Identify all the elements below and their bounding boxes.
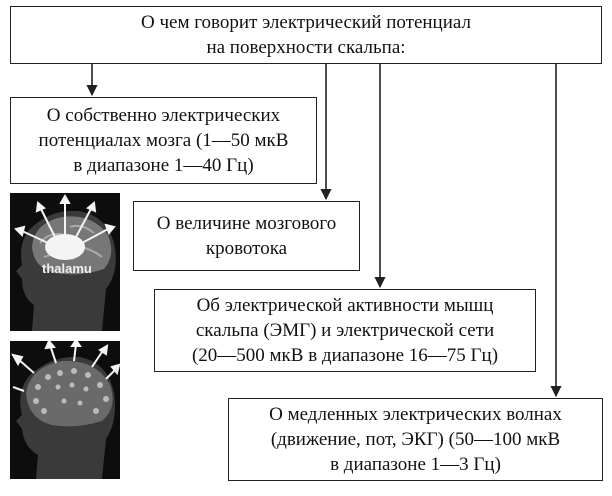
answer-box-brain-potentials [10, 97, 317, 184]
question-line-1: О чем говорит электрический потенциал [141, 12, 471, 33]
answer-line: кровотока [205, 238, 288, 259]
answer-line: О величине мозгового [156, 213, 337, 234]
answer-line: потенциалах мозга (1—50 мкВ [38, 130, 289, 151]
answer-line: в диапазоне 1—3 Гц) [330, 454, 501, 475]
question-box [10, 6, 602, 64]
answer-line: в диапазоне 1—40 Гц) [73, 155, 254, 176]
answer-line: О собственно электрических [46, 105, 281, 126]
answer-line: (20—500 мкВ в диапазоне 16—75 Гц) [191, 345, 499, 366]
answer-line: Об электрической активности мышц [196, 295, 494, 316]
answer-line: (движение, пот, ЭКГ) (50—100 мкВ [270, 429, 561, 450]
question-line-2: на поверхности скальпа: [206, 37, 406, 58]
answer-box-muscle-activity [154, 289, 536, 372]
answer-line: О медленных электрических волнах [269, 404, 562, 425]
answer-line: скальпа (ЭМГ) и электрической сети [195, 320, 495, 341]
answer-box-slow-waves [228, 398, 603, 481]
thalamus-label: thalamu [42, 261, 92, 276]
head-thalamus-image [10, 193, 120, 331]
answer-box-blood-flow [133, 201, 360, 271]
head-cortex-image [10, 341, 120, 479]
